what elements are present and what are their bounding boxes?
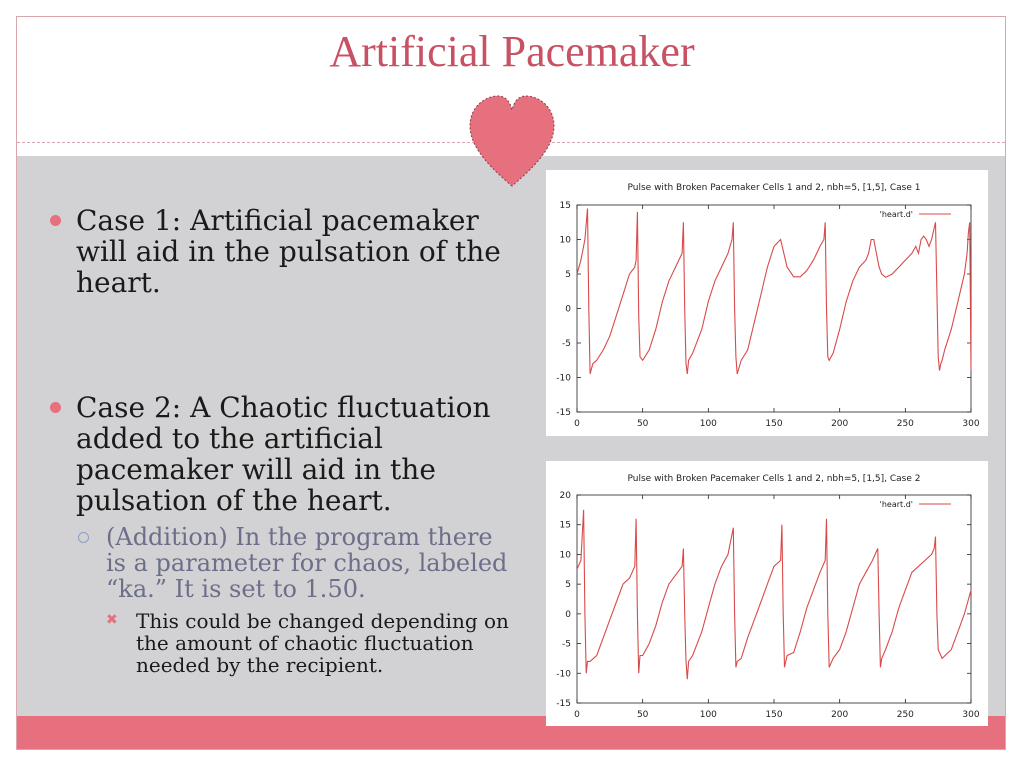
bullet-case-1-text: Case 1: Artificial pacemaker will aid in the pulsation of the heart. [76, 204, 501, 299]
y-tick-label: 10 [559, 235, 571, 246]
sub-bullet-ring [78, 532, 89, 543]
bullet-case-1 [46, 205, 516, 298]
x-tick-label: 50 [636, 710, 649, 720]
bullet-list [46, 205, 516, 676]
x-tick-label: 300 [962, 710, 980, 720]
chart-title: Pulse with Broken Pacemaker Cells 1 and 2, nbh=5, [1,5], Case 2 [627, 474, 921, 484]
x-tick-label: 150 [765, 419, 783, 429]
slide-title: Artificial Pacemaker [329, 27, 695, 76]
spacer [46, 298, 516, 392]
y-tick-label: 5 [565, 270, 571, 280]
y-tick-label: -5 [562, 339, 571, 349]
y-tick-label: -5 [562, 639, 571, 650]
y-tick-label: 5 [565, 580, 571, 591]
chart-case-1 [546, 170, 988, 436]
chart-case-2-svg [546, 461, 988, 726]
y-tick-label: -10 [556, 669, 571, 680]
x-tick-label: 0 [574, 710, 580, 720]
y-tick-label: -10 [556, 373, 571, 384]
bullet-dot [50, 402, 61, 413]
bullet-case-2-text: Case 2: A Chaotic fluctuation added to the artificial pacemaker will aid in the pulsation of the heart. [76, 391, 491, 517]
x-tick-label: 250 [896, 710, 914, 720]
sub-bullet-addition-text: (Addition) In the program there is a parameter for chaos, labeled “ka.” It is set to 1.50. [106, 523, 508, 603]
x-tick-label: 200 [831, 710, 849, 720]
x-tick-label: 100 [699, 710, 717, 720]
y-tick-label: 10 [559, 550, 571, 561]
y-tick-label: -15 [556, 408, 571, 418]
chart-case-1-svg [546, 170, 988, 436]
chart-title: Pulse with Broken Pacemaker Cells 1 and 2, nbh=5, [1,5], Case 1 [627, 183, 921, 193]
x-tick-label: 150 [765, 710, 783, 720]
sub-sub-bullet-note-text: This could be changed depending on the amount of chaotic fluctuation needed by the recipient. [136, 609, 509, 677]
bullet-dot [50, 215, 61, 226]
legend-label: 'heart.d' [879, 500, 913, 509]
x-tick-label: 250 [896, 419, 914, 429]
sub-sub-bullet-note [106, 610, 516, 676]
series-line-heart-d [577, 510, 971, 679]
y-tick-label: 15 [559, 520, 571, 531]
x-tick-label: 100 [699, 419, 717, 429]
y-tick-label: 20 [559, 491, 571, 501]
x-tick-label: 50 [636, 419, 649, 429]
heart-icon [466, 92, 558, 190]
sub-bullet-addition [76, 524, 516, 602]
x-tick-label: 0 [574, 419, 580, 429]
bullet-case-2 [46, 392, 516, 516]
series-line-heart-d [577, 209, 971, 375]
star-bullet-icon: ✖ [106, 612, 118, 628]
plot-frame [577, 205, 971, 412]
y-tick-label: 0 [565, 304, 571, 315]
legend-label: 'heart.d' [879, 210, 913, 219]
y-tick-label: 15 [559, 201, 571, 211]
chart-case-2 [546, 461, 988, 726]
y-tick-label: -15 [556, 699, 571, 709]
x-tick-label: 200 [831, 419, 849, 429]
y-tick-label: 0 [565, 609, 571, 620]
x-tick-label: 300 [962, 419, 980, 429]
